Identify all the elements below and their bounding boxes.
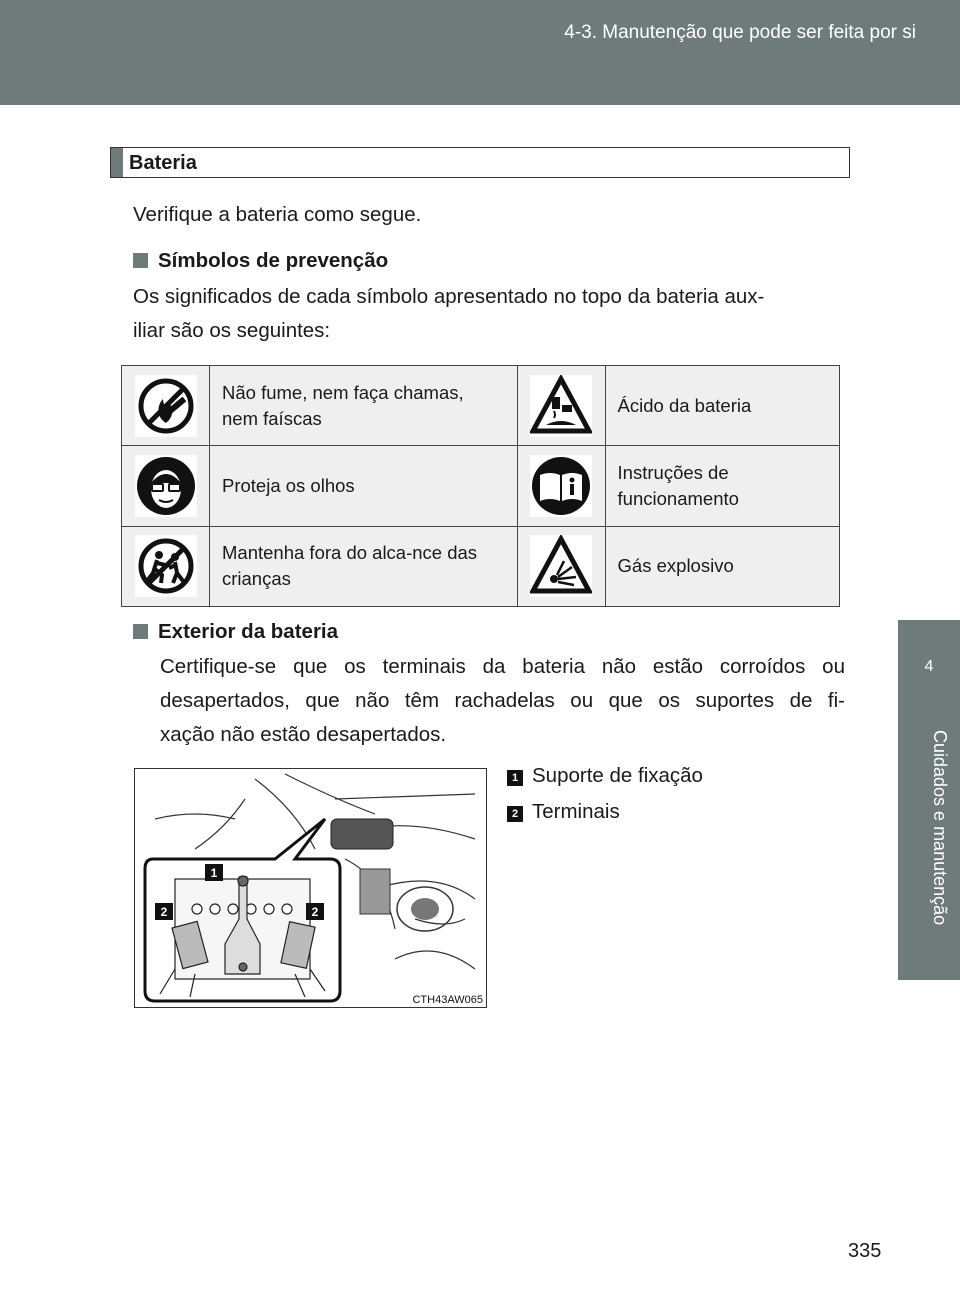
table-row	[122, 366, 840, 446]
battery-illustration	[135, 769, 487, 1008]
symbol-cell	[517, 446, 605, 526]
explosive-gas-icon	[530, 535, 592, 597]
battery-acid-icon	[530, 375, 592, 437]
symbol-cell	[122, 366, 210, 446]
section-title: Bateria	[129, 152, 197, 174]
figure-code: CTH43AW065	[412, 994, 483, 1006]
exterior-text	[160, 650, 845, 752]
chapter-side-tab	[898, 620, 960, 980]
callout-1-label: 1	[210, 866, 218, 880]
symbol-cell	[517, 526, 605, 606]
legend-item	[507, 764, 703, 788]
symbol-description: Gás explosivo	[605, 526, 839, 606]
no-smoking-icon	[135, 375, 197, 437]
intro-text: Verifique a bateria como segue.	[133, 203, 422, 226]
operating-instructions-icon	[530, 455, 592, 517]
exterior-heading	[133, 620, 338, 644]
heading-bullet	[133, 253, 148, 268]
page-number: 335	[848, 1240, 882, 1262]
symbol-description: Proteja os olhos	[210, 446, 518, 526]
page-header	[0, 0, 960, 105]
symbol-cell	[122, 526, 210, 606]
exterior-line: desapertados, que não têm rachadelas ou que os suportes de fi-	[160, 689, 845, 712]
symbol-description: Mantenha fora do alca-nce das crianças	[210, 526, 518, 606]
legend-number: 1	[507, 770, 523, 786]
symbol-description: Ácido da bateria	[605, 366, 839, 446]
legend-label: Terminais	[532, 800, 620, 823]
symbols-heading	[133, 249, 388, 273]
section-title-bar	[110, 147, 850, 178]
chapter-number: 4	[924, 658, 934, 675]
symbol-description: Não fume, nem faça chamas, nem faíscas	[210, 366, 518, 446]
table-row	[122, 526, 840, 606]
callout-2-label-right: 2	[311, 905, 319, 919]
legend-item	[507, 800, 620, 824]
exterior-heading-text: Exterior da bateria	[158, 620, 339, 643]
symbols-intro-line: Os significados de cada símbolo apresentado no topo da bateria aux-	[133, 285, 765, 308]
legend-number: 2	[507, 806, 523, 822]
symbol-cell	[517, 366, 605, 446]
exterior-line: Certifique-se que os terminais da bateria não estão corroídos ou	[160, 655, 845, 678]
legend-label: Suporte de fixação	[532, 764, 703, 787]
symbol-description: Instruções de funcionamento	[605, 446, 839, 526]
breadcrumb: 4-3. Manutenção que pode ser feita por si	[564, 22, 916, 43]
callout-2-label-left: 2	[160, 905, 168, 919]
symbol-cell	[122, 446, 210, 526]
keep-away-children-icon	[135, 535, 197, 597]
symbols-intro-line: iliar são os seguintes:	[133, 319, 331, 342]
eye-protection-icon	[135, 455, 197, 517]
table-row	[122, 446, 840, 526]
battery-figure	[134, 768, 487, 1008]
warning-symbols-table	[121, 365, 840, 607]
heading-bullet	[133, 624, 148, 639]
exterior-line: xação não estão desapertados.	[160, 723, 447, 746]
symbols-intro	[133, 280, 764, 348]
symbols-heading-text: Símbolos de prevenção	[158, 249, 389, 272]
chapter-label: Cuidados e manutenção	[930, 730, 950, 926]
section-accent	[111, 148, 123, 177]
